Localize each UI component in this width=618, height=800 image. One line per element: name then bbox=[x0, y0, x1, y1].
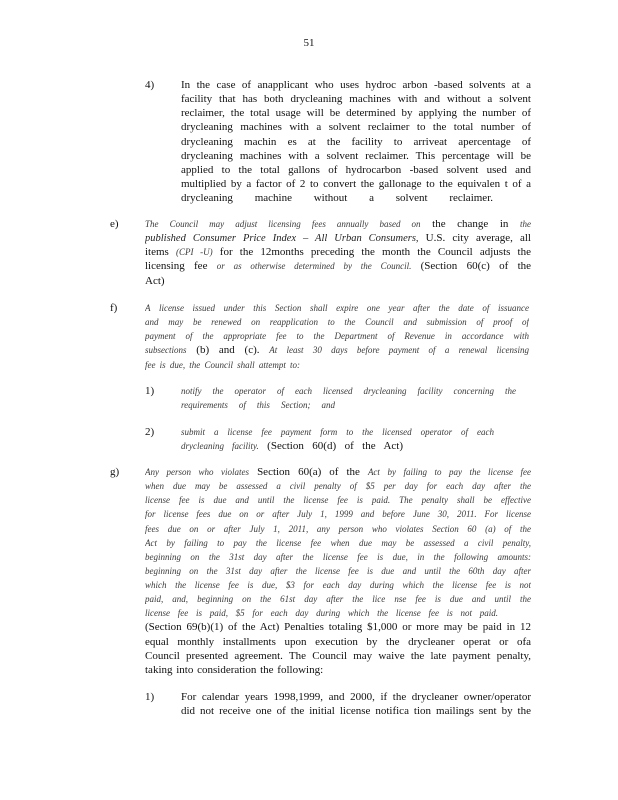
text-line: did not receive one of the initial license notifica tion mailings sent by the bbox=[181, 705, 531, 718]
text-line: and may be renewed on reapplication to the Council and submission of proof of bbox=[145, 317, 529, 328]
text-line: Act by failing to pay the license fee when due may be assessed a civil penalty, bbox=[145, 537, 531, 548]
text-line: Council presented agreement. The Council may waive the late payment penalty, bbox=[145, 649, 531, 662]
text-segment: Any person who violates bbox=[145, 467, 250, 477]
text-segment: At least 30 days before payment of a renewal licensing bbox=[269, 345, 529, 356]
paragraph-f bbox=[145, 301, 529, 372]
paragraph-e bbox=[145, 217, 531, 288]
text-line: for license fees due on or after July 1, 1999 and before June 30, 2011. For license bbox=[145, 509, 531, 520]
text-line: submit a license fee payment form to the licensed operator of each bbox=[181, 427, 494, 437]
text-line bbox=[145, 217, 531, 231]
text-line: requirements of this Section; and bbox=[181, 400, 335, 411]
text-segment: (Section 60(d) of the Act) bbox=[267, 440, 403, 453]
paragraph-f-2 bbox=[181, 425, 516, 453]
text-segment: The Council may adjust licensing fees annually based on bbox=[145, 219, 421, 229]
text-line: payment of the appropriate fee to the Department of Revenue in accordance with bbox=[145, 331, 529, 342]
text-line: reclaimer, the total usage will be determined by applying the number of bbox=[181, 107, 531, 120]
text-line bbox=[145, 343, 529, 357]
text-segment: U.S. city average, all bbox=[425, 232, 531, 245]
text-line bbox=[145, 465, 531, 479]
text-segment: Section 60(a) of the bbox=[257, 466, 360, 478]
text-line: drycleaning machines with a solvent reclaimer to the total number of bbox=[181, 121, 531, 134]
text-segment: published Consumer Price Index – All Urban Consumers, bbox=[145, 233, 419, 245]
text-segment: or as otherwise determined by the Council. bbox=[216, 261, 412, 272]
text-segment: (Section 60(c) of the bbox=[420, 260, 531, 273]
text-line: drycleaning machin es at the facility to arriveat apercentage of bbox=[181, 135, 531, 148]
text-line bbox=[145, 259, 531, 273]
item-label: g) bbox=[110, 466, 120, 478]
text-line: equal monthly installments upon execution by the drycleaner operat or ofa bbox=[145, 635, 531, 648]
item-label: 4) bbox=[145, 79, 155, 91]
text-line: (Section 69(b)(1) of the Act) Penalties totaling $1,000 or more may be paid in 12 bbox=[145, 621, 531, 634]
text-segment: Act by failing to pay the license fee bbox=[367, 467, 531, 477]
text-line: notify the operator of each licensed drycleaning facility concerning the bbox=[181, 386, 516, 396]
text-line: beginning on the 31st day after the license fee is due, in the following amounts: bbox=[145, 551, 531, 562]
text-segment: (CPI -U) bbox=[176, 247, 213, 258]
item-label: 1) bbox=[145, 385, 155, 397]
text-line: license fee is due and until the license fee is paid. The penalty shall be effective bbox=[145, 495, 531, 506]
text-segment: the bbox=[520, 219, 531, 229]
item-label: 2) bbox=[145, 426, 155, 438]
item-label: f) bbox=[110, 302, 118, 314]
text-line: drycleaning machines with a solvent reclaimer. This percentage will be bbox=[181, 149, 531, 162]
text-line: beginning on the 31st day after the license fee is due and until the 60th day after bbox=[145, 565, 531, 576]
paragraph-f-1 bbox=[181, 384, 516, 412]
text-line: which the license fee is due, $3 for each day during which the license fee is not bbox=[145, 580, 531, 590]
text-line: applied to the total gallons of hydrocarbon -based solvent used and bbox=[181, 163, 531, 176]
text-segment: (b) and (c). bbox=[196, 344, 260, 357]
text-line bbox=[181, 439, 403, 453]
text-line: For calendar years 1998,1999, and 2000, if the drycleaner owner/operator bbox=[181, 691, 531, 703]
text-line: drycleaning machine without a solvent reclaimer. bbox=[181, 192, 493, 204]
text-line: paid, and, beginning on the 61st day after the lice nse fee is due and until the bbox=[145, 594, 531, 605]
text-line: Act) bbox=[145, 274, 165, 287]
text-segment: for the 12months preceding the month the Council adjusts the bbox=[219, 246, 531, 259]
paragraph-g-1 bbox=[181, 690, 531, 718]
text-line bbox=[145, 245, 531, 259]
item-label: e) bbox=[110, 218, 119, 230]
text-line: In the case of anapplicant who uses hydroc arbon -based solvents at a bbox=[181, 79, 531, 91]
text-line: multiplied by a factor of 2 to convert the gallonage to the equivalen t of a bbox=[181, 177, 531, 190]
text-line: when due may be assessed a civil penalty of $5 per day for each day after the bbox=[145, 481, 531, 492]
text-line: fees due on or after July 1, 2011, any person who violates Section 60 (a) of the bbox=[145, 523, 531, 534]
text-line: facility that has both drycleaning machines with and without a solvent bbox=[181, 93, 531, 106]
text-line: license fee is paid, $5 for each day during which the license fee is not paid. bbox=[145, 608, 498, 619]
text-segment: licensing fee bbox=[145, 260, 208, 273]
text-line: A license issued under this Section shall expire one year after the date of issuance bbox=[145, 303, 529, 313]
text-line: taking into consideration the following: bbox=[145, 663, 324, 676]
paragraph-4 bbox=[181, 78, 531, 205]
paragraph-g bbox=[145, 465, 531, 677]
item-label: 1) bbox=[145, 691, 155, 703]
text-line: fee is due, the Council shall attempt to: bbox=[145, 359, 300, 370]
text-line bbox=[145, 231, 531, 245]
text-segment: items bbox=[145, 246, 169, 259]
page-number: 51 bbox=[303, 37, 315, 49]
text-segment: subsections bbox=[145, 345, 187, 356]
text-segment: the change in bbox=[432, 218, 509, 230]
text-segment: drycleaning facility. bbox=[181, 441, 259, 452]
